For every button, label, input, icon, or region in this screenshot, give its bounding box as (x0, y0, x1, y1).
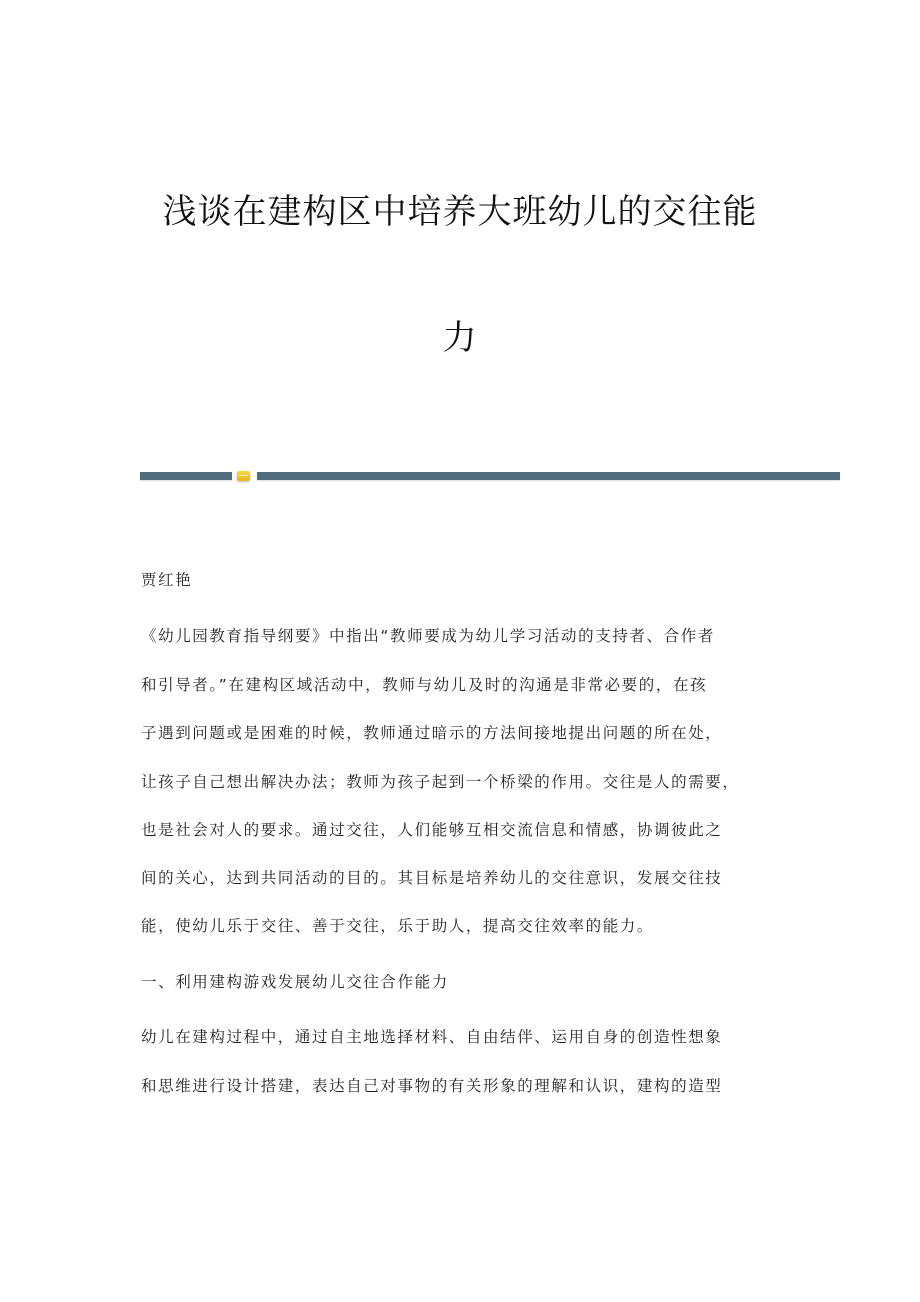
paragraph-line: 让孩子自己想出解决办法；教师为孩子起到一个桥梁的作用。交往是人的需要， (141, 773, 740, 791)
paragraph-line: 间的关心，达到共同活动的目的。其目标是培养幼儿的交往意识，发展交往技 (141, 869, 723, 887)
document-title-line-1: 浅谈在建构区中培养大班幼儿的交往能 (162, 192, 758, 232)
document-title-line-2: 力 (442, 318, 478, 358)
paragraph-line: 幼儿在建构过程中，通过自主地选择材料、自由结伴、运用自身的创造性想象 (141, 1028, 723, 1046)
divider-bar-left (140, 472, 232, 480)
paragraph-line: 和引导者。”在建构区域活动中，教师与幼儿及时的沟通是非常必要的，在孩 (141, 676, 708, 694)
paragraph-line: 《幼儿园教育指导纲要》中指出“教师要成为幼儿学习活动的支持者、合作者 (141, 627, 715, 645)
paragraph-line: 也是社会对人的要求。通过交往，人们能够互相交流信息和情感，协调彼此之 (141, 821, 723, 839)
divider-bar-right (257, 472, 840, 480)
title-divider (140, 471, 840, 481)
author-name: 贾红艳 (141, 571, 193, 589)
paragraph-line: 子遇到问题或是困难的时候，教师通过暗示的方法间接地提出问题的所在处， (141, 724, 723, 742)
paragraph-line: 能，使幼儿乐于交往、善于交往，乐于助人，提高交往效率的能力。 (141, 917, 655, 935)
paragraph-line: 和思维进行设计搭建，表达自己对事物的有关形象的理解和认识，建构的造型 (141, 1077, 723, 1095)
divider-ornament-icon (237, 471, 250, 481)
section-heading: 一、利用建构游戏发展幼儿交往合作能力 (141, 973, 449, 991)
